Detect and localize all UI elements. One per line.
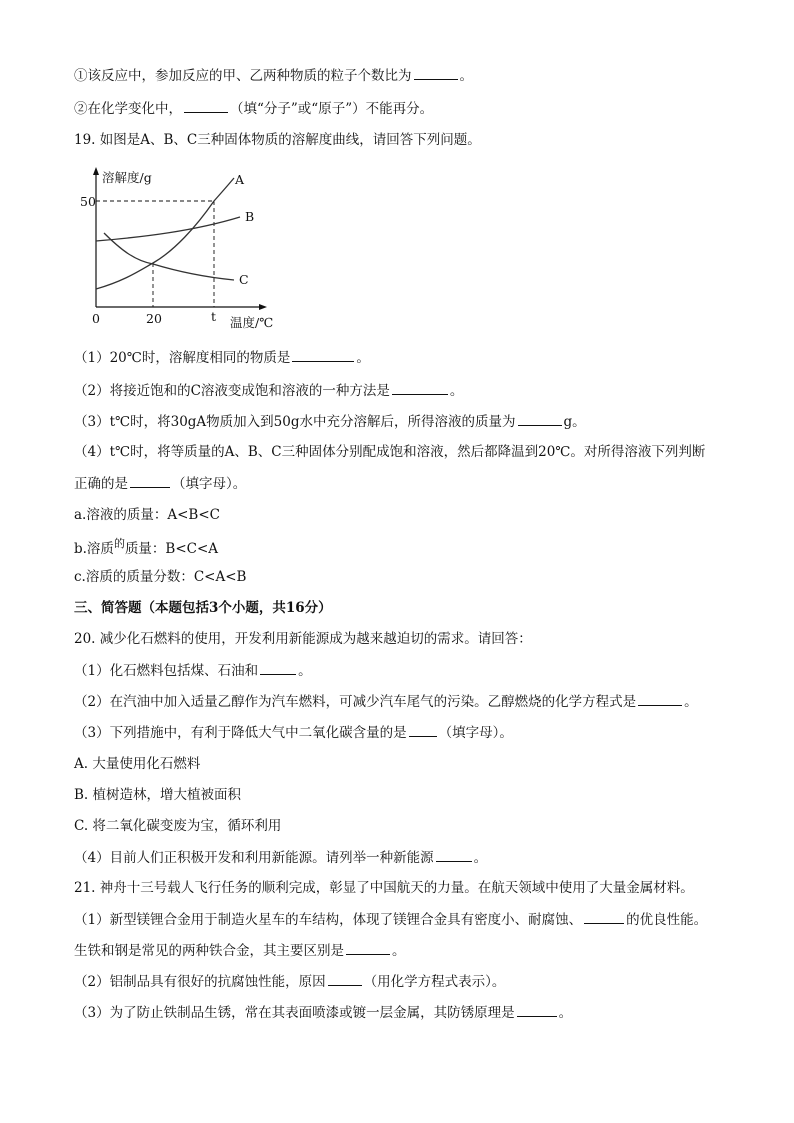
answer-blank[interactable] — [409, 723, 437, 737]
x-axis-arrow — [259, 304, 267, 310]
option-c: c.溶质的质量分数：C<A<B — [74, 569, 247, 585]
answer-blank[interactable] — [130, 474, 170, 488]
q21-part-1-cont: 生铁和钢是常见的两种铁合金，其主要区别是 。 — [74, 943, 406, 959]
answer-blank[interactable] — [346, 941, 390, 955]
x-tick-t: t — [211, 309, 217, 324]
q21-part-2: （2）铝制品具有很好的抗腐蚀性能，原因 （用化学方程式表示）。 — [74, 974, 506, 990]
q18-item-1: ①该反应中，参加反应的甲、乙两种物质的粒子个数比为 。 — [74, 68, 473, 84]
y-tick-50: 50 — [80, 194, 96, 209]
series-c-curve — [104, 233, 234, 280]
answer-blank[interactable] — [638, 692, 682, 706]
option-a: a.溶液的质量：A<B<C — [74, 507, 220, 523]
series-b-label: B — [245, 209, 255, 224]
answer-blank[interactable] — [518, 412, 562, 426]
y-axis-arrow — [93, 167, 99, 175]
q20-part-4: （4）目前人们正积极开发和利用新能源。请列举一种新能源 。 — [74, 850, 488, 866]
answer-blank[interactable] — [184, 99, 228, 113]
q20-part-2: （2）在汽油中加入适量乙醇作为汽车燃料，可减少汽车尾气的污染。乙醇燃烧的化学方程式是 。 — [74, 694, 698, 710]
series-b-curve — [96, 217, 240, 241]
q19-part-2: （2）将接近饱和的C溶液变成饱和溶液的一种方法是 。 — [74, 383, 464, 399]
q21-part-1: （1）新型镁锂合金用于制造火星车的车结构，体现了镁锂合金具有密度小、耐腐蚀、 的优良性能。 — [74, 912, 708, 928]
answer-blank[interactable] — [328, 972, 362, 986]
series-a-label: A — [235, 172, 245, 187]
answer-blank[interactable] — [517, 1003, 557, 1017]
answer-blank[interactable] — [584, 910, 624, 924]
q20-part-1: （1）化石燃料包括煤、石油和 。 — [74, 663, 312, 679]
q19-part-4-cont: 正确的是 （填字母）。 — [74, 476, 247, 492]
q19-part-1: （1）20℃时，溶解度相同的物质是 。 — [74, 350, 370, 366]
q19-part-3: （3）t℃时，将30gA物质加入到50g水中充分溶解后，所得溶液的质量为 g。 — [74, 414, 586, 430]
answer-blank[interactable] — [292, 348, 354, 362]
series-c-label: C — [239, 272, 249, 287]
q20-option-c: C. 将二氧化碳变废为宝，循环利用 — [74, 818, 282, 834]
q20-part-3: （3）下列措施中，有利于降低大气中二氧化碳含量的是 （填字母）。 — [74, 725, 513, 741]
q21-part-3: （3）为了防止铁制品生锈，常在其表面喷漆或镀一层金属，其防锈原理是 。 — [74, 1005, 573, 1021]
answer-blank[interactable] — [414, 66, 458, 80]
question-20: 20. 减少化石燃料的使用，开发利用新能源成为越来越迫切的需求。请回答： — [74, 631, 532, 647]
q20-option-b: B. 植树造林，增大植被面积 — [74, 787, 242, 803]
y-axis-label: 溶解度/g — [102, 170, 152, 185]
option-b: b.溶质$^的$质量：B<C<A — [74, 537, 219, 557]
q20-option-a: A. 大量使用化石燃料 — [74, 756, 201, 772]
q18-item-2: ②在化学变化中， （填“分子”或“原子”）不能再分。 — [74, 101, 434, 117]
q19-part-4: （4）t℃时，将等质量的A、B、C三种固体分别配成饱和溶液，然后都降温到20℃。对所得溶液下列判断 — [74, 444, 706, 460]
question-21: 21. 神舟十三号载人飞行任务的顺利完成，彰显了中国航天的力量。在航天领域中使用了大量金属材料。 — [74, 880, 694, 896]
solubility-curve-chart — [74, 165, 294, 335]
answer-blank[interactable] — [392, 381, 448, 395]
x-axis-label: 温度/℃ — [230, 315, 274, 330]
x-tick-20: 20 — [146, 311, 162, 326]
x-tick-0: 0 — [92, 311, 100, 326]
section-heading: 三、简答题（本题包括3个小题，共16分） — [74, 600, 332, 616]
answer-blank[interactable] — [436, 848, 472, 862]
question-19: 19. 如图是A、B、C三种固体物质的溶解度曲线，请回答下列问题。 — [74, 132, 481, 148]
answer-blank[interactable] — [260, 661, 296, 675]
